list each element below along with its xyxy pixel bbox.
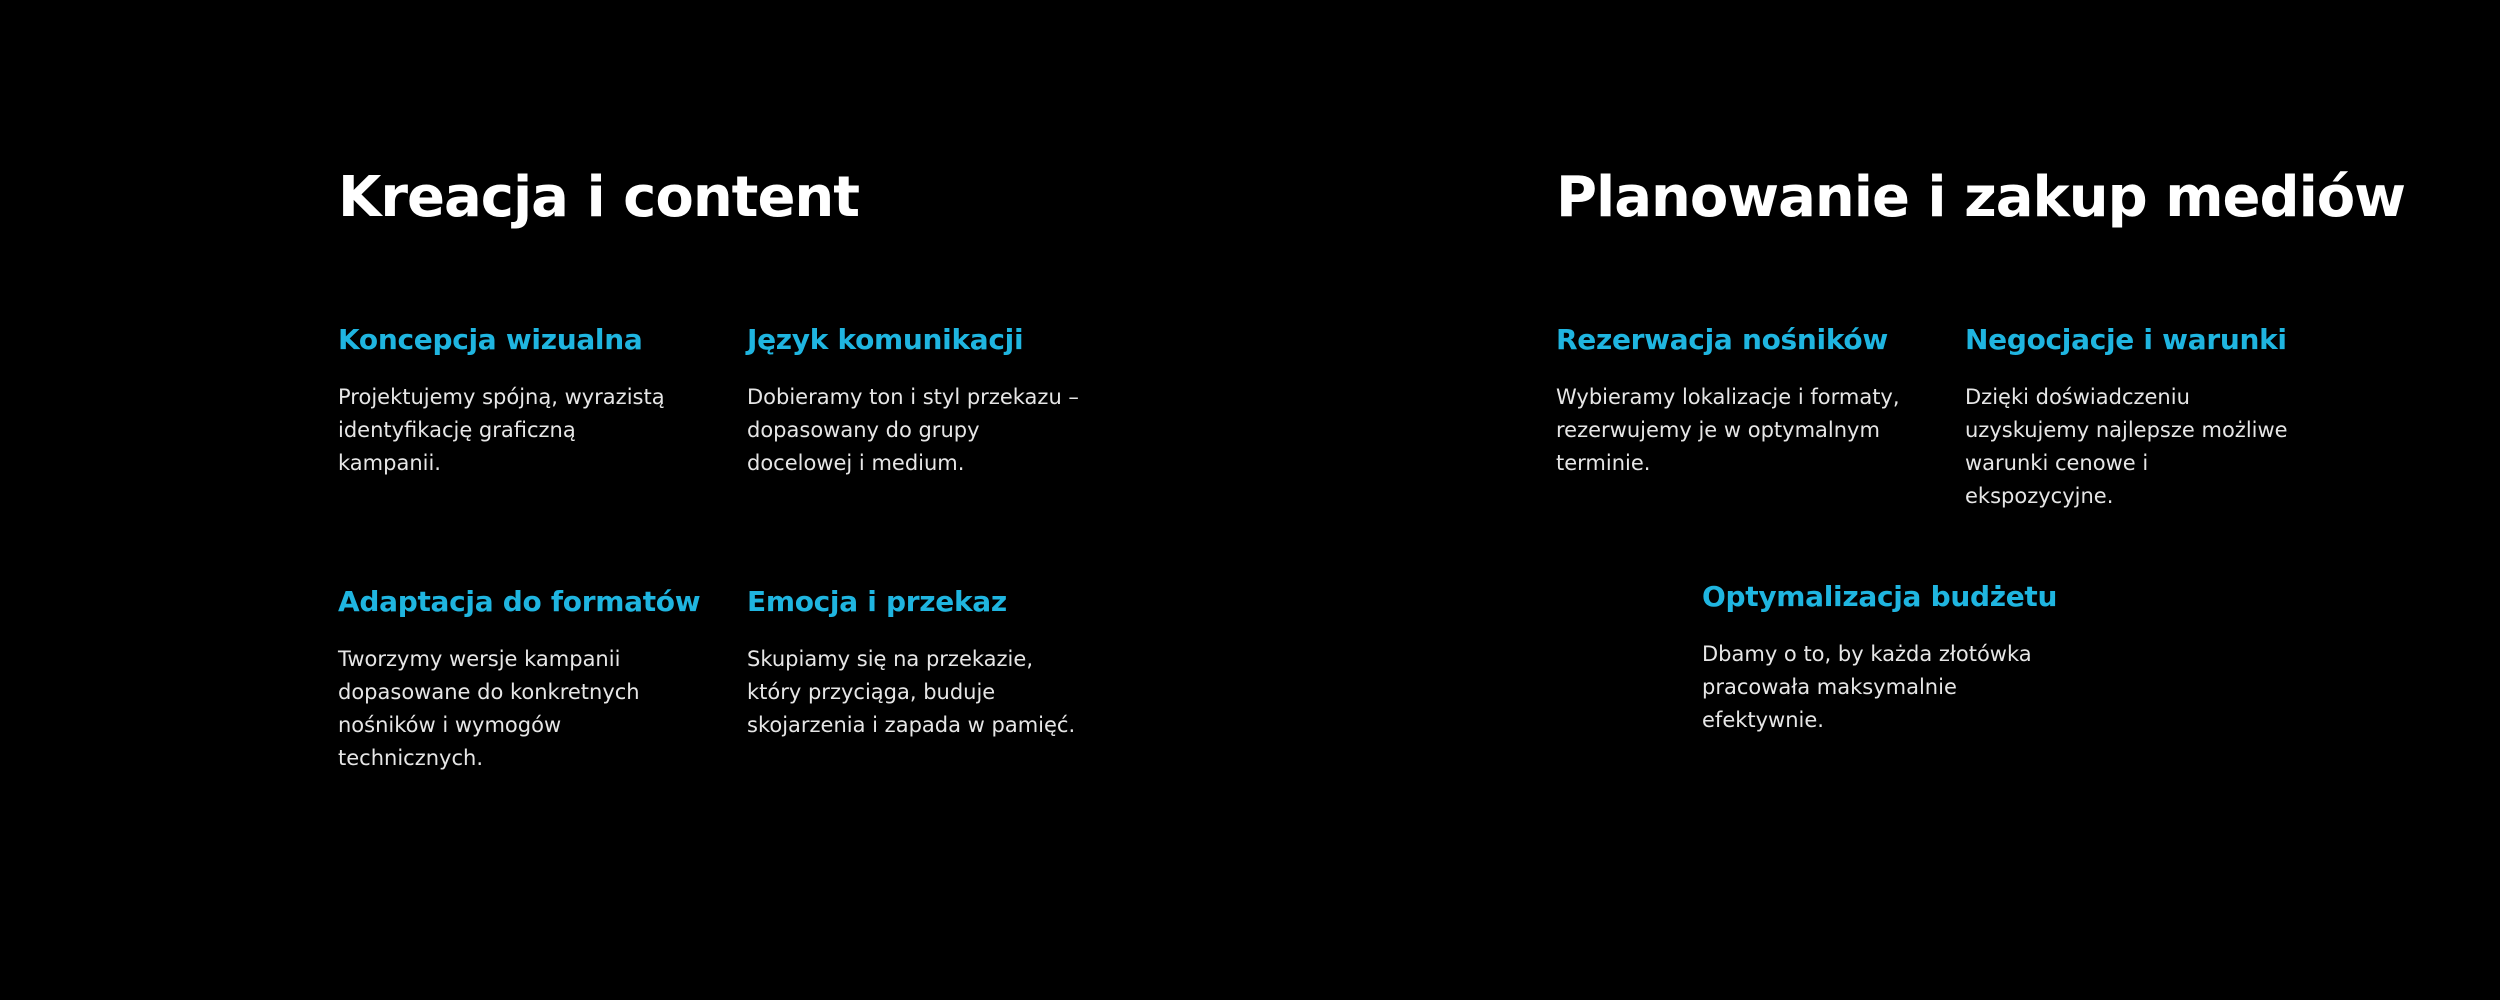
card-description: Projektujemy spójną, wyrazistą identyfikację graficzną kampanii. (338, 384, 665, 475)
card-adaptacja-do-formatow (338, 585, 701, 775)
card-title: Język komunikacji (747, 323, 1024, 356)
card-title: Rezerwacja nośników (1556, 323, 1888, 356)
card-description: Dobieramy ton i styl przekazu – dopasowany do grupy docelowej i medium. (747, 384, 1079, 475)
card-jezyk-komunikacji (747, 323, 1087, 480)
card-description: Dbamy o to, by każda złotówka pracowała maksymalnie efektywnie. (1702, 641, 2032, 732)
card-title: Negocjacje i warunki (1965, 323, 2287, 356)
card-title: Adaptacja do formatów (338, 585, 701, 618)
section-title-kreacja: Kreacja i content (338, 165, 860, 230)
card-title: Koncepcja wizualna (338, 323, 643, 356)
card-description: Wybieramy lokalizacje i formaty, rezerwujemy je w optymalnym terminie. (1556, 384, 1900, 475)
card-description: Tworzymy wersje kampanii dopasowane do konkretnych nośników i wymogów technicznych. (338, 646, 640, 770)
card-rezerwacja-nosnikow (1556, 323, 1916, 480)
card-emocja-i-przekaz (747, 585, 1077, 742)
card-description: Skupiamy się na przekazie, który przyciąga, buduje skojarzenia i zapada w pamięć. (747, 646, 1076, 737)
card-title: Optymalizacja budżetu (1702, 580, 2058, 613)
card-koncepcja-wizualna (338, 323, 668, 480)
section-title-planowanie: Planowanie i zakup mediów (1556, 165, 2406, 230)
card-negocjacje-i-warunki (1965, 323, 2295, 513)
card-description: Dzięki doświadczeniu uzyskujemy najlepsze możliwe warunki cenowe i ekspozycyjne. (1965, 384, 2288, 508)
card-title: Emocja i przekaz (747, 585, 1007, 618)
card-optymalizacja-budzetu (1702, 580, 2058, 737)
